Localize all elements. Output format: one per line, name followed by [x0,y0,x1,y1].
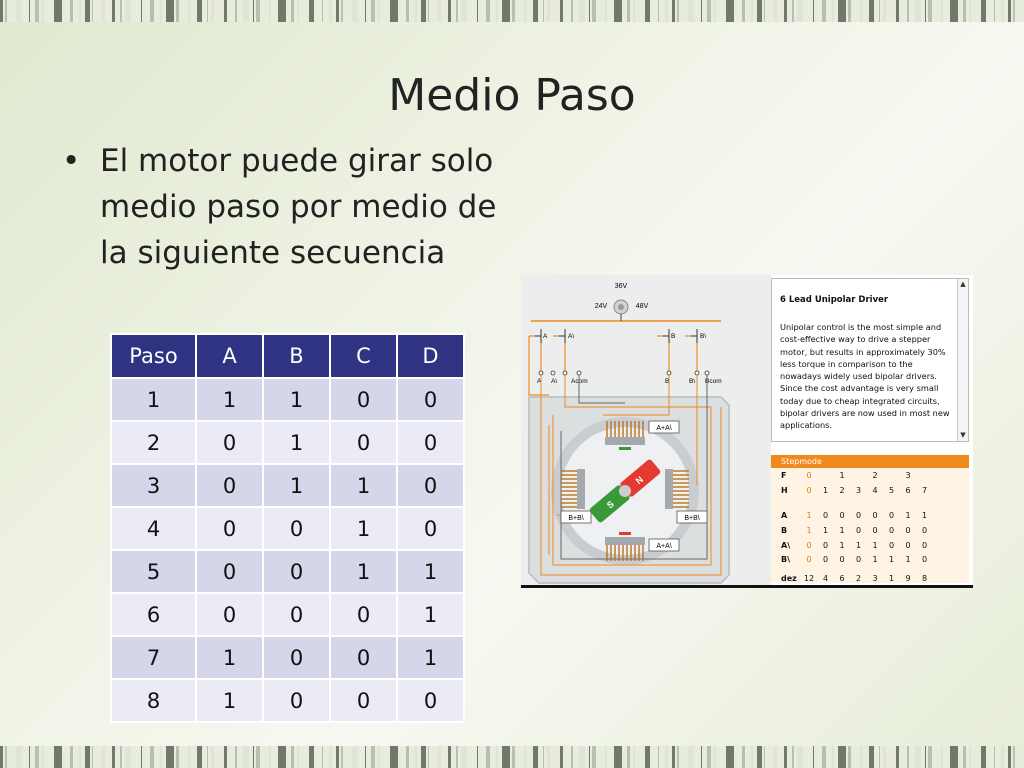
stepmode-cell: 1 [872,555,878,564]
table-cell: 3 [111,464,196,507]
stepmode-cell: 5 [888,486,895,495]
table-cell: 1 [330,507,397,550]
stepmode-cell: 1 [839,526,845,535]
stepmode-cell: 6 [839,574,845,583]
coil-label-right: B+B\ [684,515,700,522]
stepmode-cell: 4 [822,574,829,583]
label-a-bar-bottom: A\ [551,378,558,385]
table-cell: 0 [263,679,330,722]
table-cell: 2 [111,421,196,464]
stepmode-table [771,455,969,583]
stepmode-row-label: A [781,511,788,520]
table-cell: 8 [111,679,196,722]
table-cell: 1 [196,636,263,679]
header-cell-a: A [196,334,263,378]
table-cell: 1 [397,550,464,593]
stepper-motor-figure [521,275,973,588]
bottom-decorative-stripe [0,746,1024,768]
stepmode-cell: 1 [872,541,878,550]
stepmode-cell: 4 [872,486,878,495]
table-row [111,464,464,507]
label-b-bottom: B [665,378,670,385]
table-cell: 1 [111,378,196,421]
table-cell: 0 [263,550,330,593]
table-row [111,421,464,464]
stepmode-cell: 0 [806,471,812,480]
stepmode-cell: 0 [855,555,862,564]
stepmode-cell: 0 [921,526,928,535]
table-cell: 0 [397,421,464,464]
table-cell: 0 [330,593,397,636]
table-row [111,507,464,550]
driver-info-body: Unipolar control is the most simple and cost-effective way to drive a stepper motor, but results in approximately 30% less torque in comparison to the nowadays widely used bipolar drivers. Since the cost advantage is very small today due to cheap integrated circuits, bipolar drivers are now used in most new applications. [780,322,950,431]
label-a-bar-top: A\ [568,333,575,340]
table-cell: 7 [111,636,196,679]
stepmode-row-label: A\ [781,541,791,550]
table-cell: 0 [196,421,263,464]
table-cell: 0 [397,464,464,507]
bullet-dot-icon: • [62,143,81,179]
table-cell: 0 [330,636,397,679]
stepmode-cell: 0 [921,541,928,550]
stepmode-row-label: B\ [781,555,791,564]
rotor-south-label: S [604,498,616,511]
stepmode-cell: 0 [839,555,845,564]
table-cell: 0 [330,679,397,722]
label-a-bottom: A [537,378,542,385]
rotor-north-label: N [633,474,646,487]
table-cell: 1 [330,464,397,507]
stepmode-cell: 0 [855,511,862,520]
header-cell-paso: Paso [111,334,196,378]
scroll-down-arrow-icon[interactable]: ▼ [960,431,966,439]
table-cell: 1 [397,636,464,679]
stepmode-cell: 0 [872,526,878,535]
stepmode-cell: 1 [905,555,911,564]
coil-label-bottom: A+A\ [656,543,672,550]
label-b-bar-top: B\ [700,333,707,340]
driver-info-title: 6 Lead Unipolar Driver [780,295,889,305]
stepmode-row-label: F [781,471,787,480]
table-cell: 0 [196,464,263,507]
table-cell: 1 [196,378,263,421]
stepmode-cell: 2 [855,574,862,583]
table-row [111,593,464,636]
bullet-text: El motor puede girar solo medio paso por medio de la siguiente secuencia [100,143,497,271]
driver-info-panel [771,278,969,442]
stepmode-cell: 0 [905,526,911,535]
table-cell: 1 [263,378,330,421]
table-cell: 0 [330,421,397,464]
table-cell: 0 [263,636,330,679]
stepmode-cell: 1 [822,526,829,535]
label-a-top: A [543,333,548,340]
table-cell: 1 [263,421,330,464]
info-scrollbar[interactable] [957,279,968,441]
stepmode-cell: 1 [905,511,911,520]
table-row [111,550,464,593]
sequence-table [110,333,465,723]
scroll-up-arrow-icon[interactable]: ▲ [960,280,966,288]
stepmode-cell: 1 [888,574,895,583]
stepmode-cell: 6 [905,486,911,495]
label-bcom: Bcom [705,378,722,385]
stepmode-cell: 0 [822,511,829,520]
stepmode-cell: 0 [921,555,928,564]
slide-title: Medio Paso [388,70,636,121]
table-cell: 1 [263,464,330,507]
stepmode-cell: 1 [888,555,895,564]
voltage-24-label: 24V [594,303,608,310]
stepmode-cell: 0 [822,555,829,564]
label-b-bar-bottom: B\ [689,378,696,385]
stepmode-row-label: B [781,526,788,535]
figure-baseline [521,585,973,588]
stepmode-cell: 12 [803,574,815,583]
stepmode-cell: 7 [921,486,928,495]
label-b-top: B [671,333,676,340]
table-cell: 0 [263,507,330,550]
top-decorative-stripe [0,0,1024,22]
table-cell: 1 [196,679,263,722]
stepmode-cell: 0 [806,486,812,495]
motor-circuit-diagram [521,275,771,585]
stepmode-cell: 1 [855,541,862,550]
table-row [111,378,464,421]
stepmode-cell: 3 [872,574,878,583]
stepmode-cell: 0 [806,555,812,564]
stepmode-cell: 0 [888,541,895,550]
stepmode-cell: 3 [905,471,911,480]
stepmode-row-label: dez [781,574,797,583]
table-row [111,636,464,679]
stepmode-cell: 0 [839,511,845,520]
stepmode-row-label: H [781,486,788,495]
stepmode-cell: 8 [921,574,928,583]
stepmode-cell: 0 [888,511,895,520]
stepmode-cell: 1 [839,541,845,550]
table-cell: 0 [196,550,263,593]
stepmode-title: Stepmode [771,455,969,468]
stepmode-cell: 0 [905,541,911,550]
table-cell: 4 [111,507,196,550]
table-cell: 5 [111,550,196,593]
table-cell: 0 [397,507,464,550]
header-cell-b: B [263,334,330,378]
label-acom: Acom [571,378,588,385]
header-cell-c: C [330,334,397,378]
stepmode-cell: 0 [888,526,895,535]
coil-label-left: B+B\ [568,515,584,522]
stepmode-cell: 1 [806,526,812,535]
stepmode-cell: 2 [872,471,878,480]
table-cell: 0 [397,378,464,421]
table-cell: 1 [330,550,397,593]
table-cell: 0 [397,679,464,722]
table-row [111,679,464,722]
table-cell: 0 [263,593,330,636]
stepmode-cell: 2 [839,486,845,495]
table-cell: 0 [196,507,263,550]
voltage-48-label: 48V [635,303,649,310]
stepmode-cell: 0 [806,541,812,550]
voltage-36-label: 36V [614,283,628,290]
stepmode-cell: 9 [905,574,911,583]
table-header-row [111,334,464,378]
stepmode-cell: 1 [822,486,829,495]
table-cell: 6 [111,593,196,636]
coil-label-top: A+A\ [656,425,672,432]
header-cell-d: D [397,334,464,378]
stepmode-cell: 1 [839,471,845,480]
stepmode-cell: 0 [872,511,878,520]
table-cell: 1 [397,593,464,636]
table-cell: 0 [330,378,397,421]
stepmode-cell: 1 [806,511,812,520]
stepmode-cell: 0 [855,526,862,535]
stepmode-cell: 0 [822,541,829,550]
table-cell: 0 [196,593,263,636]
stepmode-cell: 3 [855,486,862,495]
stepmode-cell: 1 [921,511,928,520]
